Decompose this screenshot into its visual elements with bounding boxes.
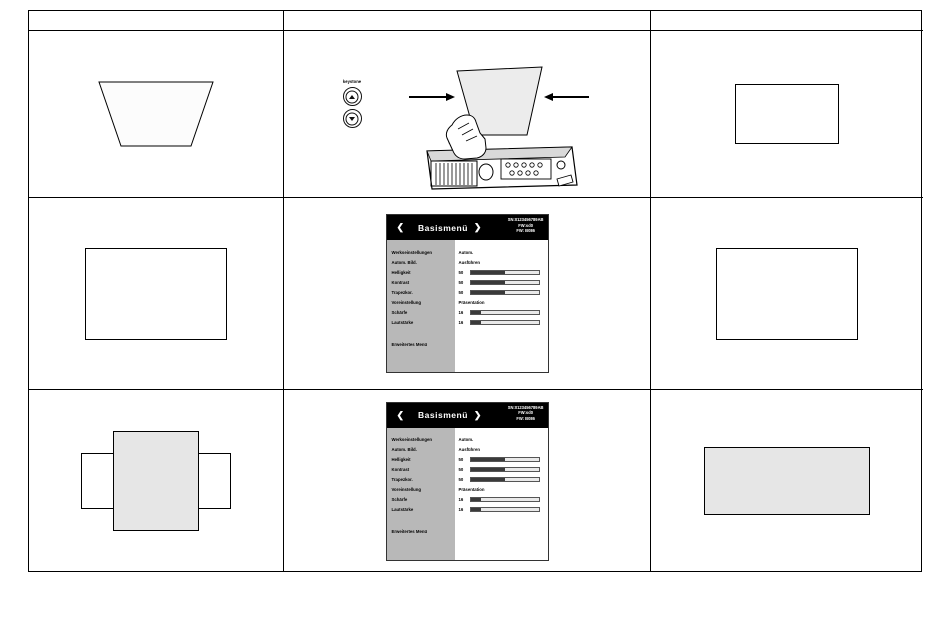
row1-cell-distorted-image: [29, 31, 284, 198]
osd-number-4: 50: [458, 289, 464, 295]
osd-value-column: [455, 428, 548, 560]
osd-slider-7[interactable]: [470, 507, 540, 512]
projector-icon: [427, 147, 577, 189]
osd-number-4: 50: [458, 477, 464, 482]
header-cell-1: [29, 11, 284, 31]
row3-cell-osd-menu: [284, 390, 651, 572]
osd-label-column: [387, 428, 455, 560]
osd-label-7[interactable]: Lautstärke: [391, 507, 414, 512]
osd-device-ids: [508, 405, 544, 422]
osd-value-2[interactable]: [459, 267, 543, 277]
arrow-left-icon[interactable]: ❮: [396, 222, 405, 232]
osd-slider-4[interactable]: [470, 477, 540, 482]
osd-fw2: FW: B086: [516, 415, 535, 421]
osd-label-spacer: [392, 327, 455, 339]
osd-label-9[interactable]: Erweitertes Menü: [391, 341, 428, 347]
projector-illustration: [289, 39, 649, 198]
osd-label-9[interactable]: Erweitertes Menü: [391, 529, 428, 534]
osd-device-ids: [508, 217, 544, 234]
osd-value-6[interactable]: [459, 307, 543, 317]
flap-right-shape: [198, 453, 231, 509]
arrow-right-icon[interactable]: ❯: [473, 222, 482, 232]
osd-number-6: 16: [458, 309, 464, 315]
header-cell-2: [284, 11, 651, 31]
rectangular-screen-shape: [85, 248, 227, 340]
image-shift-figure: [81, 431, 231, 531]
osd-title: Basismenü: [418, 410, 468, 420]
osd-label-2[interactable]: Helligkeit: [391, 269, 411, 275]
distorted-image-figure: [29, 31, 283, 197]
osd-body: [387, 428, 548, 560]
arrow-left-icon: [544, 93, 553, 101]
row1-cell-projector-keystone: [284, 31, 651, 198]
keystone-keypad-label: keystone: [342, 79, 362, 84]
osd-number-7: 16: [458, 507, 464, 512]
osd-value-7[interactable]: [459, 505, 543, 515]
header-cell-3: [651, 11, 923, 31]
osd-label-7[interactable]: Lautstärke: [391, 319, 414, 325]
osd-label-1[interactable]: Autom. Bild.: [391, 259, 417, 265]
osd-label-3[interactable]: Kontrast: [391, 467, 410, 472]
osd-label-6[interactable]: Schärfe: [391, 497, 408, 502]
osd-value-7[interactable]: [459, 317, 543, 327]
osd-body: [387, 240, 548, 372]
osd-slider-2[interactable]: [470, 457, 540, 462]
osd-label-3[interactable]: Kontrast: [391, 279, 410, 285]
row2-cell-osd-menu: [284, 198, 651, 390]
rectangular-screen-shape: [735, 84, 839, 144]
osd-basic-menu[interactable]: [386, 214, 549, 373]
osd-slider-2[interactable]: [470, 270, 540, 275]
rectangular-screen-shape: [716, 248, 858, 340]
osd-label-5[interactable]: Voreinstellung: [391, 487, 422, 492]
osd-value-0[interactable]: Autom.: [458, 249, 474, 255]
osd-label-4[interactable]: Trapezkor.: [391, 477, 413, 482]
osd-value-3[interactable]: [459, 465, 543, 475]
row2-cell-screen-right: [651, 198, 923, 390]
shaded-screen-shape: [704, 447, 870, 515]
row3-right-screen-figure: [651, 390, 923, 572]
osd-number-3: 50: [458, 279, 464, 285]
osd-fw1: FW:sd0: [518, 222, 533, 228]
trapezoid-shape-icon: [91, 78, 221, 150]
flap-center-shape: [113, 431, 199, 531]
osd-label-1[interactable]: Autom. Bild.: [391, 447, 417, 452]
osd-value-4[interactable]: [459, 475, 543, 485]
osd-value-4[interactable]: [459, 287, 543, 297]
osd-slider-6[interactable]: [470, 497, 540, 502]
osd-label-6[interactable]: Schärfe: [391, 309, 408, 315]
osd-slider-4[interactable]: [470, 290, 540, 295]
osd-value-1[interactable]: Ausführen: [458, 259, 480, 265]
osd-fw2: FW: B086: [516, 228, 535, 234]
corrected-image-figure: [651, 31, 923, 197]
osd-label-0[interactable]: Werkseinstellungen: [391, 437, 433, 442]
osd-fw1: FW:sd0: [518, 410, 533, 416]
row1-cell-corrected-image: [651, 31, 923, 198]
instruction-grid: [28, 10, 922, 572]
osd-title: Basismenü: [418, 222, 468, 233]
row2-cell-screen: [29, 198, 284, 390]
osd-slider-7[interactable]: [470, 320, 540, 325]
osd-value-3[interactable]: [459, 277, 543, 287]
arrow-right-icon: [446, 93, 455, 101]
osd-value-column: [455, 240, 548, 372]
osd-header: [387, 215, 548, 240]
osd-value-5[interactable]: Präsentation: [458, 299, 485, 305]
osd-label-4[interactable]: Trapezkor.: [391, 289, 413, 295]
osd-value-5[interactable]: Präsentation: [458, 487, 485, 492]
osd-number-2: 50: [458, 269, 464, 275]
arrow-right-icon[interactable]: ❯: [473, 409, 482, 420]
osd-slider-6[interactable]: [470, 310, 540, 315]
osd-number-6: 16: [458, 497, 464, 502]
osd-value-2[interactable]: [459, 455, 543, 465]
row3-cell-shaded-screen: [651, 390, 923, 572]
osd-label-0[interactable]: Werkseinstellungen: [391, 249, 433, 255]
osd-basic-menu-2[interactable]: [386, 402, 549, 561]
osd-serial: SN:0123456789AB: [507, 404, 544, 410]
osd-label-spacer: [392, 515, 455, 527]
row2-screen-figure: [29, 198, 283, 389]
osd-slider-3[interactable]: [470, 467, 540, 472]
osd-label-5[interactable]: Voreinstellung: [391, 299, 422, 305]
osd-number-7: 16: [458, 319, 464, 325]
osd-serial: SN:0123456789AB: [507, 217, 544, 222]
osd-number-2: 50: [458, 457, 464, 462]
flap-left-shape: [81, 453, 114, 509]
osd-number-3: 50: [458, 467, 464, 472]
osd-value-1[interactable]: Ausführen: [458, 447, 480, 452]
row3-cell-flap-figure: [29, 390, 284, 572]
osd-value-0[interactable]: Autom.: [458, 437, 474, 442]
row2-right-screen-figure: [651, 198, 923, 389]
osd-label-column: [387, 240, 455, 372]
osd-header: [387, 403, 548, 428]
osd-label-2[interactable]: Helligkeit: [391, 457, 411, 462]
osd-value-6[interactable]: [459, 495, 543, 505]
osd-slider-3[interactable]: [470, 280, 540, 285]
arrow-left-icon[interactable]: ❮: [396, 409, 405, 420]
